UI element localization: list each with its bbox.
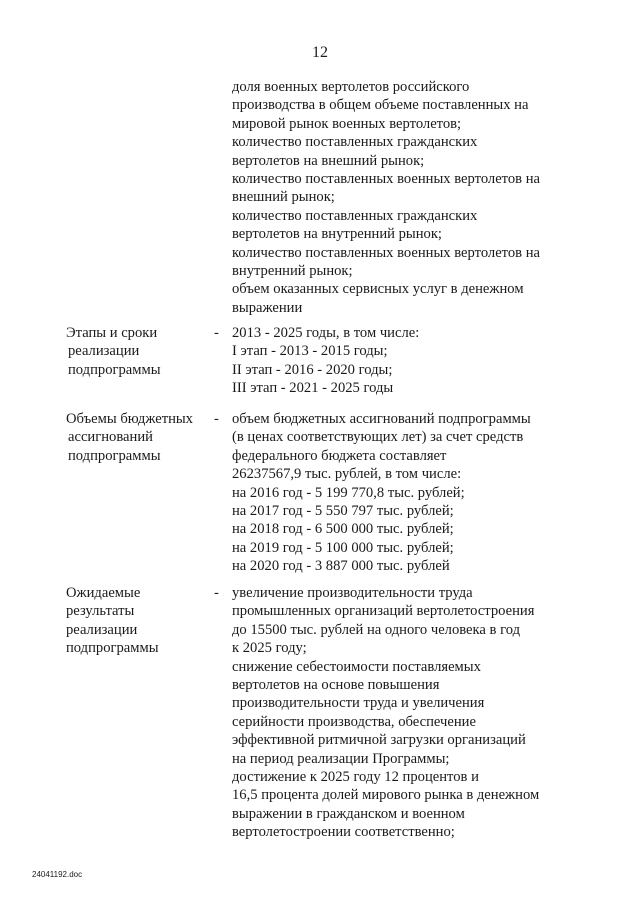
- text-line: до 15500 тыс. рублей на одного человека в год: [232, 621, 520, 638]
- text-line: 26237567,9 тыс. рублей, в том числе:: [232, 466, 462, 483]
- label-line: подпрограммы: [68, 361, 161, 378]
- section-label-stages: [66, 324, 206, 379]
- page-number: 12: [312, 44, 328, 61]
- text-line: II этап - 2016 - 2020 годы;: [232, 361, 393, 378]
- section-label-budget: [66, 410, 206, 465]
- text-line: III этап - 2021 - 2025 годы: [232, 380, 394, 397]
- section-dash: -: [214, 585, 219, 601]
- text-line: 16,5 процента долей мирового рынка в денежном: [232, 787, 540, 804]
- label-line: реализации: [66, 621, 138, 638]
- text-line: к 2025 году;: [232, 640, 307, 657]
- section-dash: -: [214, 411, 219, 427]
- text-line: достижение к 2025 году 12 процентов и: [232, 769, 479, 786]
- label-line: результаты: [66, 603, 135, 620]
- section-content-budget: [232, 410, 572, 576]
- label-line: подпрограммы: [68, 447, 161, 464]
- text-line: серийности производства, обеспечение: [232, 713, 476, 730]
- continuation-text: [232, 78, 572, 317]
- text-line: количество поставленных гражданских: [232, 134, 478, 151]
- text-line: на 2018 год - 6 500 000 тыс. рублей;: [232, 521, 454, 538]
- text-line: выражении: [232, 299, 303, 316]
- section-label-results: [66, 584, 206, 658]
- label-line: Объемы бюджетных: [66, 411, 193, 427]
- text-line: вертолетов на внешний рынок;: [232, 152, 425, 169]
- text-line: на период реализации Программы;: [232, 750, 450, 767]
- text-line: на 2019 год - 5 100 000 тыс. рублей;: [232, 539, 454, 556]
- text-line: промышленных организаций вертолетостроения: [232, 603, 535, 620]
- text-line: увеличение производительности труда: [232, 585, 473, 601]
- text-line: внешний рынок;: [232, 189, 335, 206]
- text-line: вертолетов на основе повышения: [232, 677, 440, 694]
- text-line: эффективной ритмичной загрузки организаций: [232, 732, 526, 749]
- text-line: объем оказанных сервисных услуг в денежном: [232, 281, 524, 298]
- text-line: мировой рынок военных вертолетов;: [232, 115, 462, 132]
- text-line: на 2017 год - 5 550 797 тыс. рублей;: [232, 503, 454, 520]
- text-line: выражении в гражданском и военном: [232, 805, 465, 822]
- text-line: федерального бюджета составляет: [232, 447, 447, 464]
- section-content-results: [232, 584, 572, 842]
- text-line: количество поставленных военных вертолетов на: [232, 171, 540, 188]
- label-line: ассигнований: [68, 429, 153, 446]
- text-line: 2013 - 2025 годы, в том числе:: [232, 325, 420, 341]
- text-line: на 2016 год - 5 199 770,8 тыс. рублей;: [232, 484, 465, 501]
- label-line: реализации: [68, 343, 140, 360]
- text-line: вертолетов на внутренний рынок;: [232, 226, 442, 243]
- text-line: количество поставленных военных вертолетов на: [232, 244, 540, 261]
- section-content-stages: [232, 324, 572, 398]
- text-line: (в ценах соответствующих лет) за счет средств: [232, 429, 524, 446]
- text-line: снижение себестоимости поставляемых: [232, 658, 481, 675]
- text-line: количество поставленных гражданских: [232, 207, 478, 224]
- text-line: I этап - 2013 - 2015 годы;: [232, 343, 388, 360]
- label-line: Этапы и сроки: [66, 325, 158, 341]
- label-line: Ожидаемые: [66, 585, 141, 601]
- section-dash: -: [214, 325, 219, 341]
- text-line: на 2020 год - 3 887 000 тыс. рублей: [232, 558, 450, 575]
- label-line: подпрограммы: [66, 640, 159, 657]
- text-line: внутренний рынок;: [232, 263, 353, 280]
- footer-filename: 24041192.doc: [32, 870, 83, 879]
- text-line: производительности труда и увеличения: [232, 695, 485, 712]
- text-line: производства в общем объеме поставленных на: [232, 97, 529, 114]
- text-line: объем бюджетных ассигнований подпрограммы: [232, 411, 531, 427]
- text-line: доля военных вертолетов российского: [232, 79, 470, 95]
- text-line: вертолетостроении соответственно;: [232, 824, 455, 841]
